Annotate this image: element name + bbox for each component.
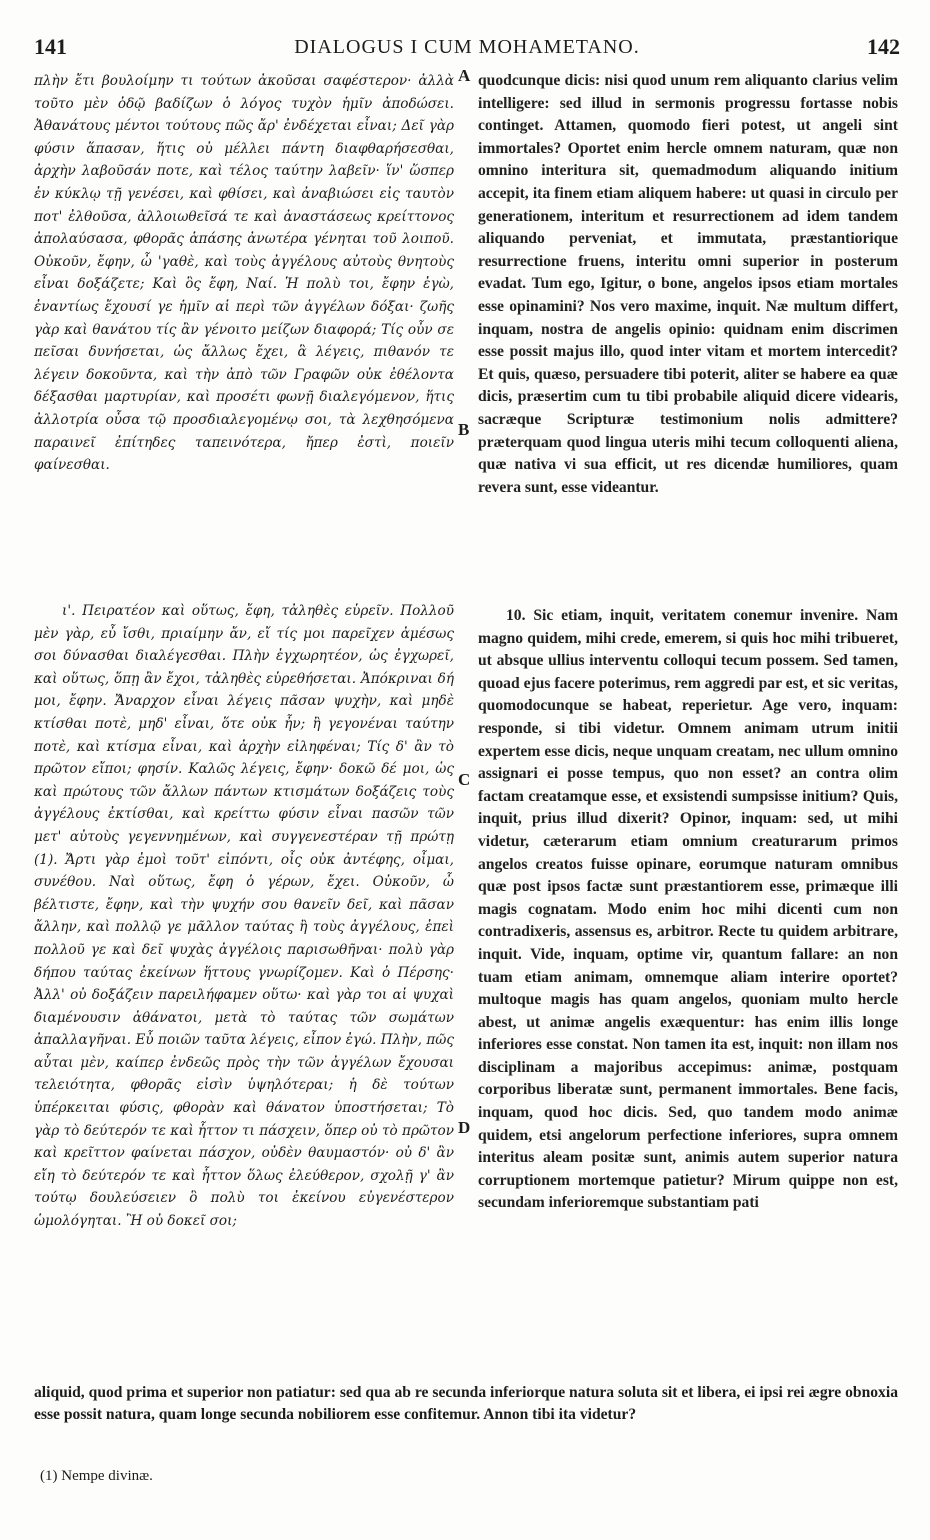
latin-paragraph-10: 10. Sic etiam, inquit, veritatem conemur invenire. Nam magno quidem, mihi crede, emerem, si quis hoc mihi tribueret, ut absque ullius interventu colloqui tecum possem. Sed tamen, quoad ejus facere poterimus, rem aggredi par est, et sic veritas, quomodocunque se habeat, reperietur. Age vero, inquam: responde, si tibi videtur. Omnem animam utrum initii expertem esse dicis, neque unquam creatam, nec ullum omnino assignari ei posse tempus, quo non esset? an contra olim factam creatamque esse, et exsistendi sumpsisse initium? Quis, inquit, prius illud dixerit? Opinor, inquam: sed, ut mihi videtur, cæterarum etiam omnium creaturarum primos angelos creatos fuisse opinare, eorumque naturam omnibus quæ post ipsos factæ sunt præstantiorem esse, primæque illi magis cognatam. Modo enim hoc mihi dicenti cum non contradixeris, assensus es, arbitror. Recte tu quidem arbitrare, inquit. Vide, inquam, optime vir, quantum fallare: an non tuam etiam animam, omnemque aliam interire oportet? multoque magis has quam angelos, quoniam multo hercle abest, ut animæ angelis exæquentur: has enim illis longe inferiores esse constat. Non tamen ita est, inquit: non illam nos disciplinam a majoribus accepimus: animæ, postquam corporibus liberatæ sunt, permanent immortales. Bene facis, inquam, quod hoc dicis. Sed, quo tandem modo animæ quidem, etsi angelorum perfectione inferiores, supra omnem interitus aleam positæ sunt, animis autem superior natura corruptionem mortemque patietur? Mirum quippe non est, secundam inferioremque substantiam pati bbox=[478, 607, 898, 1212]
page-number-left: 141 bbox=[34, 34, 67, 59]
greek-column-top bbox=[34, 70, 454, 560]
latin-column-bottom bbox=[478, 605, 898, 1378]
margin-letter-d: D bbox=[458, 1118, 471, 1137]
full-width-continuation bbox=[34, 1382, 898, 1438]
continuation-text: aliquid, quod prima et superior non patiatur: sed qua ab re secunda inferiorque natura soluta sit et libera, ei ipsi rei ægre obnoxia esse possit natura, quam longe secunda nobiliorem esse confitemur. Annon tibi ita videtur? bbox=[34, 1384, 898, 1423]
page-number-right: 142 bbox=[867, 34, 900, 59]
latin-column-top bbox=[478, 70, 898, 610]
footnote: (1) Nempe divinæ. bbox=[40, 1468, 153, 1484]
running-header bbox=[34, 34, 900, 64]
greek-paragraph-10: ι'. Πειρατέον καὶ οὕτως, ἔφη, τἀληθὲς εὑρεῖν. Πολλοῦ μὲν γὰρ, εὖ ἴσθι, πριαίμην ἄν, εἴ τίς μοι παρεῖχεν ἀμέσως σοι δύνασθαι διαλέγεσθαι. Πλὴν ἐγχωρητέον, ὡς ἐγχωρεῖ, καὶ οὕτως, ὅπῃ ἂν ἔχοι, τἀληθὲς εὑρεθήσεται. Ἀπόκριναι δή μοι, ἔφην. Ἄναρχον εἶναι λέγεις πᾶσαν ψυχὴν, καὶ μηδὲ κτίσθαι ποτὲ, μηδ' εἶναι, ὅτε οὐκ ἦν; ἢ γεγονέναι ταύτην ποτὲ, καὶ κτίσμα εἶναι, καὶ ἀρχὴν εἰληφέναι; Τίς δ' ἂν τὸ πρῶτον εἴποι; φησίν. Καλῶς λέγεις, ἔφην· δοκῶ δέ μοι, ὡς καὶ πρώτους τῶν ἄλλων πάντων κτισμάτων δοξάζεις τοὺς ἀγγέλους ἐκτίσθαι, καὶ κρείττω φύσιν εἶναι πασῶν τῶν μετ' αὐτοὺς γεγεννημένων, καὶ συγγενεστέραν τῇ πρώτῃ (1). Ἄρτι γὰρ ἐμοὶ τοῦτ' εἰπόντι, οἶς οὐκ ἀντέφης, οἶμαι, συνέθου. Ναὶ οὕτως, ἔφη ὁ γέρων, ἔχει. Οὐκοῦν, ὦ βέλτιστε, ἔφην, καὶ τὴν ψυχήν σου θανεῖν δεῖ, καὶ πᾶσαν ἄλλην, καὶ πολλῷ γε μᾶλλον ταύτας ἢ τοὺς ἀγγέλους, ἐπεὶ πολλοῦ γε καὶ δεῖ ψυχὰς ἀγγέλοις παρισωθῆναι· πολὺ γὰρ δήπου ταύτας ἐκείνων ἥττους γνωρίζομεν. Καὶ ὁ Πέρσης· Ἀλλ' οὐ δοξάζειν παρειλήφαμεν οὕτω· καὶ γὰρ τοι αἱ ψυχαὶ διαμένουσιν ἀθάνατοι, μετὰ τὸ ταύτας τῶν σωμάτων ἀπαλλαγῆναι. Εὖ ποιῶν ταῦτα λέγεις, εἶπον ἐγώ. Πλὴν, πῶς αὗται μὲν, καίπερ ἐνδεῶς πρὸς τὴν τῶν ἀγγέλων ἔχουσαι τελειότητα, φθορᾶς εἰσὶν ὑψηλότεραι; ἡ δὲ τούτων ὑπέρκειται φύσις, φθορὰν καὶ θάνατον ὑποστήσεται; Τὸ γὰρ τὸ δεύτερόν τε καὶ ἧττον τι πάσχειν, ὅπερ οὐ τὸ πρῶτον καὶ κρεῖττον φαίνεται πάσχον, οὐδὲν θαυμαστόν· οὐ δ' ἂν εἴη τὸ δεύτερόν τε καὶ ἧττον ὅλως ἐλεύθερον, σχολῇ γ' ἂν τούτῳ δουλεύσειεν ὃ πολὺ τοι ἐκείνου εὐγενέστερον ὡμολόγηται. Ἢ οὐ δοκεῖ σοι; bbox=[34, 603, 454, 1230]
latin-paragraph-1: quodcunque dicis: nisi quod unum rem aliquanto clarius velim intelligere: sed illud in sermonis progressu fortasse nobis continget. Attamen, quomodo fieri potest, ut angeli sint immortales? Oportet enim hercle omnem naturam, quæ non omnino interitura sit, quemadmodum aliquando initium accepit, ita finem etiam aliquem habere: ut quasi in circulo per generationem, interitum et resurrectionem ad idem tandem aliquando perveniat, et immutata, præstantiorique resurrectione fruens, interitu omni superior in posterum evadat. Tum ego, Igitur, o bone, angelos ipsos etiam mortales esse opinamini? Nos vero maxime, inquit. Næ multum differt, inquam, nostra de angelis opinio: quidnam enim discrimen esse possit majus illo, quod inter vitam et mortem intercedit? Et quis, quæso, persuadere tibi poterit, aliter se habere ea quæ dicis, præsertim cum tu tibi probabile aliquid dicere videaris, sacræque Scripturæ testimonium nolis admittere? præterquam quod lingua uteris mihi tecum colloquenti aliena, quæ nativa vi sua efficit, ut res dicendæ humiliores, quam revera sunt, esse videantur. bbox=[478, 72, 898, 496]
greek-paragraph-1: πλὴν ἔτι βουλοίμην τι τούτων ἀκοῦσαι σαφέστερον· ἀλλὰ τοῦτο μὲν ὁδῷ βαδίζων ὁ λόγος τυχὸν ἡμῖν ἀποδώσει. Ἀθανάτους μέντοι τούτους πῶς ἄρ' ἐνδέχεται εἶναι; Δεῖ γὰρ φύσιν ἅπασαν, ἥτις οὐ μέλλει πάντη διαφθαρήσεσθαι, ἀρχὴν λαβοῦσάν ποτε, καὶ τέλος ταύτην λαβεῖν· ἵν' ὥσπερ ἐν κύκλῳ τῇ γενέσει, καὶ φθίσει, καὶ ἀναβιώσει εἰς ταυτὸν ποτ' ἐλθοῦσα, ἀλλοιωθεῖσά τε καὶ ἀναστάσεως κρείττονος ἀπολαύσασα, φθορᾶς ἁπάσης ἀνωτέρα γένηται τοῦ λοιποῦ. Οὐκοῦν, ἔφην, ὦ 'γαθὲ, καὶ τοὺς ἀγγέλους αὐτοὺς θνητοὺς εἶναι δοξάζετε; Καὶ ὃς ἔφη, Ναί. Ἡ πολὺ τοι, ἔφην ἐγὼ, ἐναντίως ἔχουσί γε ἡμῖν αἱ περὶ τῶν ἀγγέλων δόξαι· ζωῆς γὰρ καὶ θανάτου τίς ἂν γένοιτο μείζων διαφορά; Τίς οὖν σε πεῖσαι δυνήσεται, ὡς ἄλλως ἔχει, ἃ λέγεις, πιθανόν τε λέγειν δοκοῦντα, καὶ τὴν ἀπὸ τῶν Γραφῶν οὐκ ἐθέλοντα δέξασθαι μαρτυρίαν, καὶ προσέτι φωνῇ διαλεγόμενον, ἥτις ἀλλοτρία οὖσα τῷ προσδιαλεγομένῳ σοι, τὰ λεχθησόμενα παραινεῖ ἐπίτηδες ταπεινότερα, ἤπερ ἐστὶ, ποιεῖν φαίνεσθαι. bbox=[34, 73, 454, 474]
margin-letter-c: C bbox=[458, 770, 471, 789]
greek-column-bottom bbox=[34, 600, 454, 1378]
running-title: DIALOGUS I CUM MOHAMETANO. bbox=[294, 36, 640, 58]
margin-letter-a: A bbox=[458, 66, 471, 85]
margin-letter-b: B bbox=[458, 420, 470, 439]
